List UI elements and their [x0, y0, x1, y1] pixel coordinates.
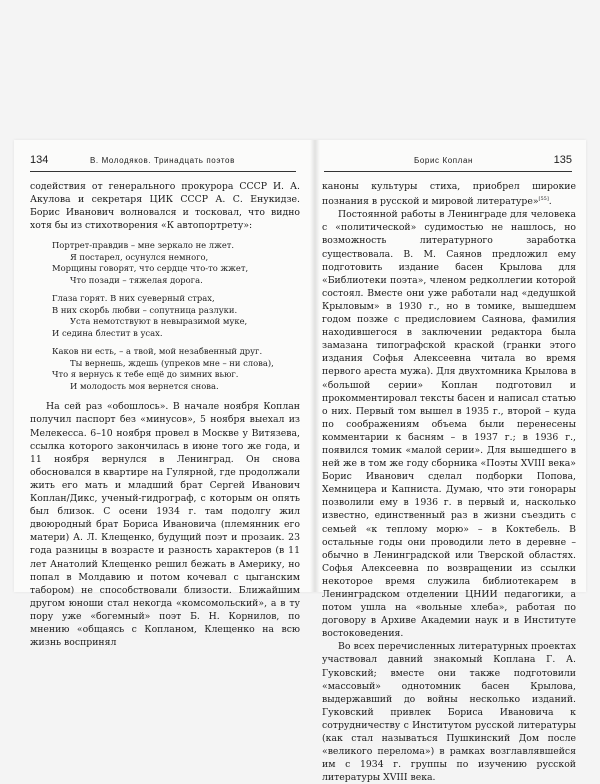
poem-line: Морщины говорят, что сердце что-то жжет, [52, 263, 249, 274]
poem-line: Что позади – тяжелая дорога. [70, 274, 203, 285]
poem-line: Уста немотствуют в невыразимой муке, [70, 316, 248, 327]
poem-line: Портрет-правдив – мне зеркало не лжет. [52, 240, 235, 251]
right-page-header [324, 154, 572, 172]
poem-stanza-1 [52, 240, 300, 286]
poem-line: Ты вернешь, ждешь (упреков мне – ни слова), [70, 357, 274, 368]
footnote-reference: [55] [538, 196, 549, 203]
left-page-number: 134 [30, 154, 49, 166]
poem-stanza-2 [52, 293, 300, 339]
poem-stanza-3 [52, 346, 300, 392]
right-paragraph-1-text: каноны культуры стиха, приобрел широкие познания в русской и мировой литературе» [322, 181, 576, 208]
right-page [314, 140, 582, 784]
right-paragraph-3: Во всех перечисленных литературных проектах участвовал давний знакомый Коплана Г. А. Гуковский; вместе они также подготовили «массовый» однотомник басен Крылова, выдержавший до войны несколько изданий. Гуковский привлек Бориса Ивановича к сотрудничеству с Институтом русской литературы (как стал называться Пушкинский Дом после «великого перелома») в рамках возглавлявшейся им с 1934 г. группы по изучению русской литературы XVIII века. [322, 641, 576, 784]
right-paragraph-2: Постоянной работы в Ленинграде для человека с «политической» судимостью не нашлось, но возможность литературного заработка существовала. В. М. Саянов предложил ему подготовить издание басен Крылова для «Библиотеки поэта», членом редколлегии которой состоял. Вместе они уже работали над «дедушкой Крыловым» в 1930 г., но в томике, вышедшем годом позже с предисловием Саянова, фамилия находившегося в заключении редактора была замазана типографской краской (гранки этого издания Софья Алексеевна читала во время первого ареста мужа). Для двухтомника Крылова в «большой серии» Коплан подготовил и прокомментировал тексты басен и написал статью о них. Первый том вышел в 1935 г., второй – куда по соображениям объема были перенесены комментарии к басням – в 1937 г.; в 1936 г., появился томик «малой серии». Для вышедшего в ней же в том же году сборника «Поэты XVIII века» Борис Иванович сделал подборки Попова, Хемницера и Капниста. Думаю, что эти гонорары позволили ему в 1936 г. в первый и, насколько известно, единственный раз в жизни съездить с семьей «к теплому морю» – в Коктебель. В остальные годы они проводили лето в деревне – обычно в Ленинградской или Тверской областях. Софья Алексеевна по возвращении из ссылки некоторое время служила библиотекарем в Ленинградском отделении ЦНИИ педагогики, а потом ушла на «вольные хлеба», работая по договору в Архиве Академии наук и в Институте востоковедения. [322, 209, 576, 640]
left-paragraph-2: На сей раз «обошлось». В начале ноября Коплан получил паспорт без «минусов», 5 ноября выехал из Мелекесса. 6–10 ноября провел в Москве у Витязева, ссылка которого закончилась в июне того же года, и 11 ноября вернулся в Ленинград. Он снова обосновался в квартире на Гулярной, где продолжали жить его мать и младший брат Сергей Иванович Коплан/Дикс, ученый-гидрограф, с которым он опять был близок. С осени 1934 г. там подолгу жил двоюродный брат Бориса Ивановича (племянник его матери) А. Л. Клещенко, будущий поэт и прозаик. 23 года разницы в возрасте и разность характеров (в 11 лет Анатолий Клещенко решил бежать в Америку, но попал в Молдавию и потом кочевал с цыганским табором) не способствовали близости. Ближайшим другом юноши стал некогда «комсомольский», а в ту пору уже «богемный» поэт Б. Н. Корнилов, по мнению «общаясь с Копланом, Клещенко на всю жизнь воспринял [30, 401, 300, 649]
right-page-body [322, 180, 576, 784]
right-paragraph-1: каноны культуры стиха, приобрел широкие познания в русской и мировой литературе»[55]. [322, 181, 576, 208]
left-page [20, 140, 306, 649]
left-running-head: В. Молодяков. Тринадцать поэтов [90, 156, 235, 165]
poem-line: Я постарел, осунулся немного, [70, 251, 209, 262]
left-header-rule [30, 171, 296, 172]
left-page-body [30, 180, 300, 649]
poem-k-avtoportretu [52, 240, 300, 392]
right-page-number: 135 [553, 154, 572, 166]
book-spread [14, 140, 586, 784]
right-running-head: Борис Коплан [414, 156, 474, 165]
poem-line: Каков ни есть, – а твой, мой незабвенный друг. [52, 346, 263, 357]
left-page-header [30, 154, 296, 172]
poem-line: В них скорбь любви – сопутница разлуки. [52, 304, 238, 315]
poem-line: И молодость моя вернется снова. [70, 380, 219, 391]
left-intro-paragraph: содействия от генерального прокурора СССР И. А. Акулова и секретаря ЦИК СССР А. С. Енукидзе. Борис Иванович волновался и тосковал, что видно хотя бы из стихотворения «К автопортрету»: [30, 181, 300, 232]
right-header-rule [324, 171, 572, 172]
poem-line: Глаза горят. В них суеверный страх, [52, 293, 215, 304]
poem-line: И седина блестит в усах. [52, 327, 163, 338]
poem-line: Что я вернусь к тебе ещё до зимних вьюг. [52, 369, 239, 380]
